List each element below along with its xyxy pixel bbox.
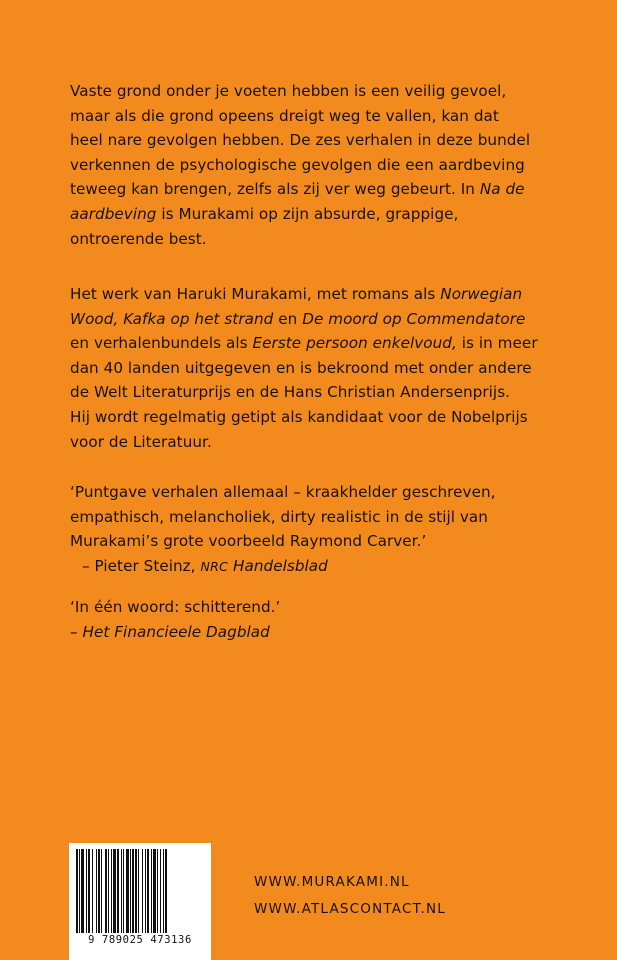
text-run: is in meer: [461, 334, 538, 353]
text-line: [70, 202, 560, 227]
blurb-paragraph: [70, 79, 560, 251]
isbn-barcode: [69, 843, 211, 960]
text-line: [70, 282, 560, 307]
review-quote-fd: [70, 595, 560, 644]
text-line: dan 40 landen uitgegeven en is bekroond met onder andere: [70, 358, 532, 377]
book-title: De moord op Commendatore: [302, 309, 526, 328]
text-line: Hij wordt regelmatig getipt als kandidaat voor de Nobelprijs: [70, 407, 528, 426]
text-run: en: [278, 309, 298, 328]
text-run: teweeg kan brengen, zelfs als zij ver weg gebeurt. In: [70, 180, 475, 199]
publication-name-small: NRC: [200, 558, 229, 574]
quote-line: empathisch, melancholiek, dirty realistic in de stijl van: [70, 507, 488, 526]
text-line: ontroerende best.: [70, 229, 207, 248]
text-line: maar als die grond opeens dreigt weg te vallen, kan dat: [70, 106, 499, 125]
website-url-atlascontact[interactable]: WWW.ATLASCONTACT.NL: [254, 901, 446, 917]
text-line: verkennen de psychologische gevolgen die een aardbeving: [70, 155, 525, 174]
quote-attribution: [70, 554, 560, 580]
text-line: [70, 307, 560, 332]
book-title: Eerste persoon enkelvoud,: [252, 334, 457, 353]
text-line: [70, 331, 560, 356]
book-title: Wood,: [70, 309, 119, 328]
book-title: Kafka op het strand: [123, 309, 274, 328]
text-run: Het werk van Haruki Murakami, met romans als: [70, 285, 436, 303]
quote-line: Murakami’s grote voorbeeld Raymond Carver.’: [70, 532, 427, 551]
publication-name: Handelsblad: [233, 556, 328, 575]
text-line: de Welt Literaturprijs en de Hans Christian Andersenprijs.: [70, 383, 511, 402]
book-title: Norwegian: [440, 285, 523, 303]
isbn-number: 9 789025 473136: [88, 934, 192, 946]
book-title: Na de: [479, 180, 525, 199]
website-url-murakami[interactable]: WWW.MURAKAMI.NL: [254, 874, 410, 890]
author-bio-paragraph: [70, 282, 560, 454]
text-line: heel nare gevolgen hebben. De zes verhalen in deze bundel: [70, 131, 531, 150]
barcode-bars: [76, 849, 204, 935]
text-line: Vaste grond onder je voeten hebben is een veilig gevoel,: [70, 82, 507, 100]
quote-line: ‘In één woord: schitterend.’: [70, 598, 281, 616]
book-title: aardbeving: [70, 204, 157, 223]
text-run: en verhalenbundels als: [70, 334, 248, 353]
text-run: is Murakami op zijn absurde, grappige,: [161, 204, 459, 223]
review-quote-nrc: [70, 480, 560, 579]
quote-line: ‘Puntgave verhalen allemaal – kraakhelder geschreven,: [70, 483, 496, 501]
text-line: voor de Literatuur.: [70, 432, 212, 451]
quote-attribution: – Het Financieele Dagblad: [70, 622, 270, 641]
attribution-author: – Pieter Steinz,: [82, 556, 196, 575]
text-line: [70, 177, 560, 202]
